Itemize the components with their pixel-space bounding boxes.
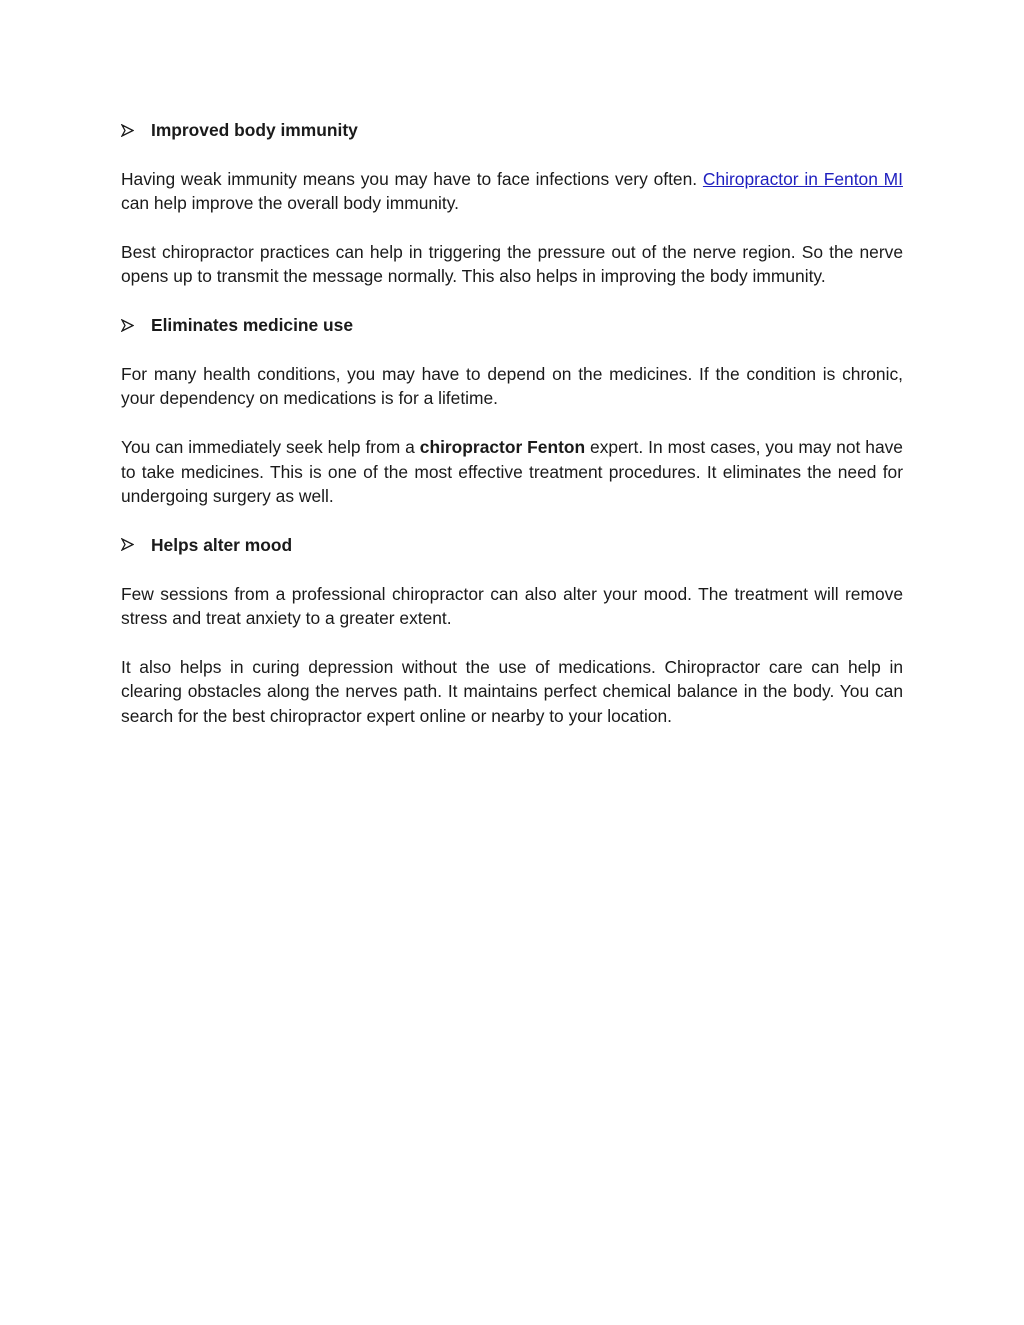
- paragraph: Best chiropractor practices can help in triggering the pressure out of the nerve region. So the nerve opens up to transmit the message normally. This also helps in improving the body immunity.: [121, 241, 903, 287]
- arrowhead-bullet-icon: [121, 319, 151, 332]
- paragraph: [121, 435, 903, 508]
- paragraph: It also helps in curing depression without the use of medications. Chiropractor care can help in clearing obstacles along the nerves path. It maintains perfect chemical balance in the body. You can search for the best chiropractor expert online or nearby to your location.: [121, 656, 903, 726]
- paragraph-text: Having weak immunity means you may have to face infections very often.: [121, 168, 703, 189]
- section-heading-immunity: [121, 118, 903, 142]
- section-heading-medicine: [121, 313, 903, 337]
- paragraph-text: can help improve the overall body immunity.: [121, 193, 459, 214]
- arrowhead-bullet-icon: [121, 538, 151, 551]
- section-heading-text: Improved body immunity: [151, 120, 358, 140]
- paragraph-text: You can immediately seek help from a: [121, 437, 420, 458]
- section-heading-text: Helps alter mood: [151, 534, 293, 555]
- section-heading-text: Eliminates medicine use: [151, 315, 354, 336]
- bold-keyword: chiropractor Fenton: [419, 437, 586, 458]
- arrowhead-bullet-icon: [121, 124, 151, 137]
- section-heading-mood: [121, 533, 903, 557]
- paragraph: [121, 167, 903, 216]
- paragraph: Few sessions from a professional chiropractor can also alter your mood. The treatment will remove stress and treat anxiety to a greater extent.: [121, 583, 903, 628]
- paragraph: For many health conditions, you may have to depend on the medicines. If the condition is chronic, your dependency on medications is for a lifetime.: [121, 363, 903, 409]
- chiropractor-fenton-link[interactable]: Chiropractor in Fenton MI: [702, 168, 903, 189]
- document-page: [121, 118, 903, 752]
- paragraph-text: expert. In most cases, you may not have to take medicines. This is one of the most effective treatment procedures. It eliminates the need for undergoing surgery as well.: [121, 437, 903, 506]
